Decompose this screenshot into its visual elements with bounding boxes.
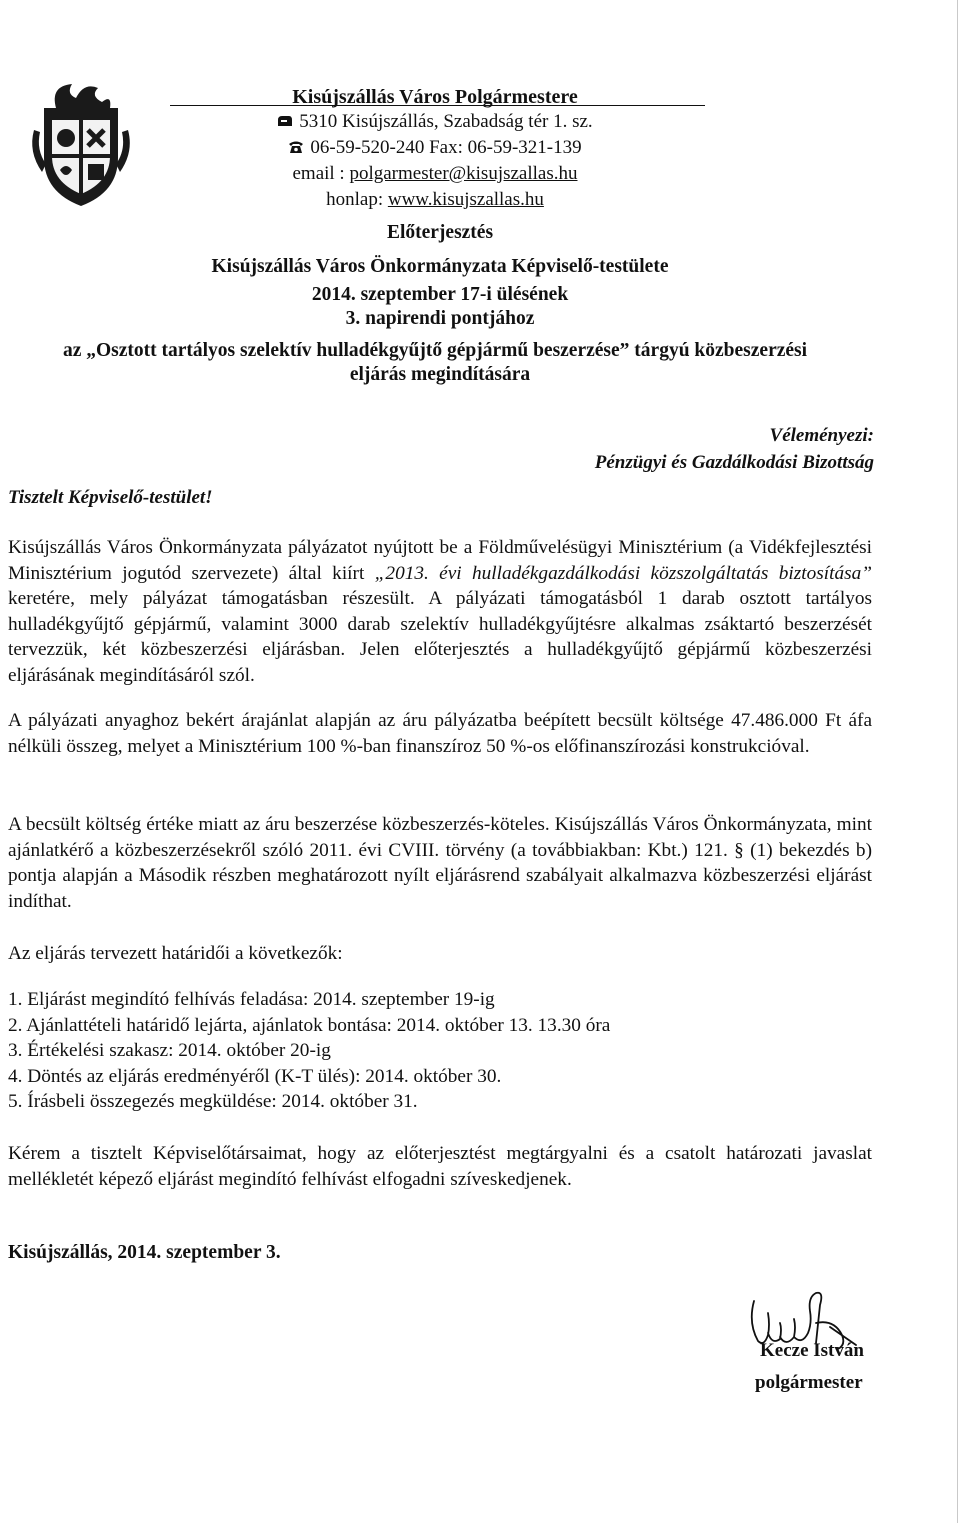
email-label: email : xyxy=(292,163,350,184)
proposal-heading: Előterjesztés xyxy=(386,222,494,243)
header-email-line xyxy=(165,162,705,185)
telephone-icon xyxy=(288,140,304,154)
paragraph-5: Kérem a tisztelt Képviselőtársaimat, hogy az előterjesztést megtárgyalni és a csatolt határozati javaslat mellékletét képező eljárást megindító felhívást elfogadni szíveskedjenek. xyxy=(8,1143,872,1190)
header-phone-line xyxy=(165,136,705,159)
header-divider xyxy=(170,105,705,106)
paragraph-1-program-title: „2013. évi hulladékgazdálkodási közszolgáltatás biztosítása” xyxy=(374,562,873,584)
deadline-item: 4. Döntés az eljárás eredményéről (K-T ülés): 2014. október 30. xyxy=(8,1065,502,1087)
header-address-line xyxy=(165,110,705,133)
proposal-subject-line2: eljárás megindítására xyxy=(349,364,531,385)
email-link[interactable]: polgarmester@kisujszallas.hu xyxy=(349,163,578,184)
coat-of-arms-logo xyxy=(26,80,136,210)
paragraph-1-part-a: Kisújszállás Város Önkormányzata pályázatot nyújtott be a Földművelésügyi Minisztérium (a Vidékfejlesztési Minisztérium jogutód szervezete) által kiírt xyxy=(8,537,872,584)
paragraph-4: Az eljárás tervezett határidői a következők: xyxy=(8,943,343,964)
greeting: Tisztelt Képviselő-testület! xyxy=(8,487,213,508)
paragraph-1 xyxy=(8,535,872,688)
review-label: Véleményezi: xyxy=(769,425,874,446)
signatory-name: Kecze István xyxy=(760,1340,864,1361)
place-and-date: Kisújszállás, 2014. szeptember 3. xyxy=(8,1242,281,1263)
web-link[interactable]: www.kisujszallas.hu xyxy=(387,189,544,210)
deadline-item: 2. Ajánlattételi határidő lejárta, ajánlatok bontása: 2014. október 13. 13.30 óra xyxy=(8,1014,611,1036)
web-label: honlap: xyxy=(326,189,388,210)
proposal-agenda: 3. napirendi pontjához xyxy=(345,308,535,329)
paragraph-3: A becsült költség értéke miatt az áru beszerzése közbeszerzés-köteles. Kisújszállás Város Önkormányzata, mint ajánlatkérő a közbeszerzésekről szóló 2011. évi CVIII. törvény (a továbbiakban: Kbt.) 121. § (1) bekezdés b) pontja alapján a Második részben meghatározott nyílt eljárásrend szabályait alkalmazva közbeszerzési eljárást indíthat. xyxy=(8,814,872,912)
header-title: Kisújszállás Város Polgármestere xyxy=(292,86,578,108)
deadline-item: 5. Írásbeli összegezés megküldése: 2014. október 31. xyxy=(8,1091,418,1112)
signatory-role: polgármester xyxy=(755,1372,863,1393)
deadline-item: 3. Értékelési szakasz: 2014. október 20-ig xyxy=(8,1040,331,1061)
paragraph-2: A pályázati anyaghoz bekért árajánlat alapján az áru pályázatba beépített becsült költsége 47.486.000 Ft áfa nélküli összeg, melyet a Minisztérium 100 %-ban finanszíroz 50 %-os előfinanszírozási konstrukcióval. xyxy=(8,710,872,757)
proposal-body: Kisújszállás Város Önkormányzata Képviselő-testülete xyxy=(211,256,669,277)
review-committee: Pénzügyi és Gazdálkodási Bizottság xyxy=(594,452,874,473)
deadline-list xyxy=(8,987,872,1115)
proposal-subject-line1: az „Osztott tartályos szelektív hulladékgyűjtő gépjármű beszerzése” tárgyú közbeszerzési xyxy=(62,340,808,361)
mailbox-icon xyxy=(277,114,293,128)
deadline-item: 1. Eljárást megindító felhívás feladása: 2014. szeptember 19-ig xyxy=(8,989,495,1010)
header-web-line xyxy=(165,188,705,211)
page-edge-line xyxy=(957,0,958,1523)
proposal-meeting: 2014. szeptember 17-i ülésének xyxy=(311,284,569,305)
header-phone: 06-59-520-240 Fax: 06-59-321-139 xyxy=(310,137,582,158)
header-address: 5310 Kisújszállás, Szabadság tér 1. sz. xyxy=(299,111,593,132)
paragraph-1-part-b: keretére, mely pályázat támogatásban részesült. A pályázati támogatásból 1 darab osztott tartályos hulladékgyűjtő gépjármű, valamint 3000 darab szelektív hulladékgyűjtésre alkalmas zsáktartó beszerzését tervezzük, két közbeszerzési eljárásban. Jelen előterjesztés a hulladékgyűjtő gépjármű közbeszerzési eljárásának megindításáról szól. xyxy=(8,588,872,686)
